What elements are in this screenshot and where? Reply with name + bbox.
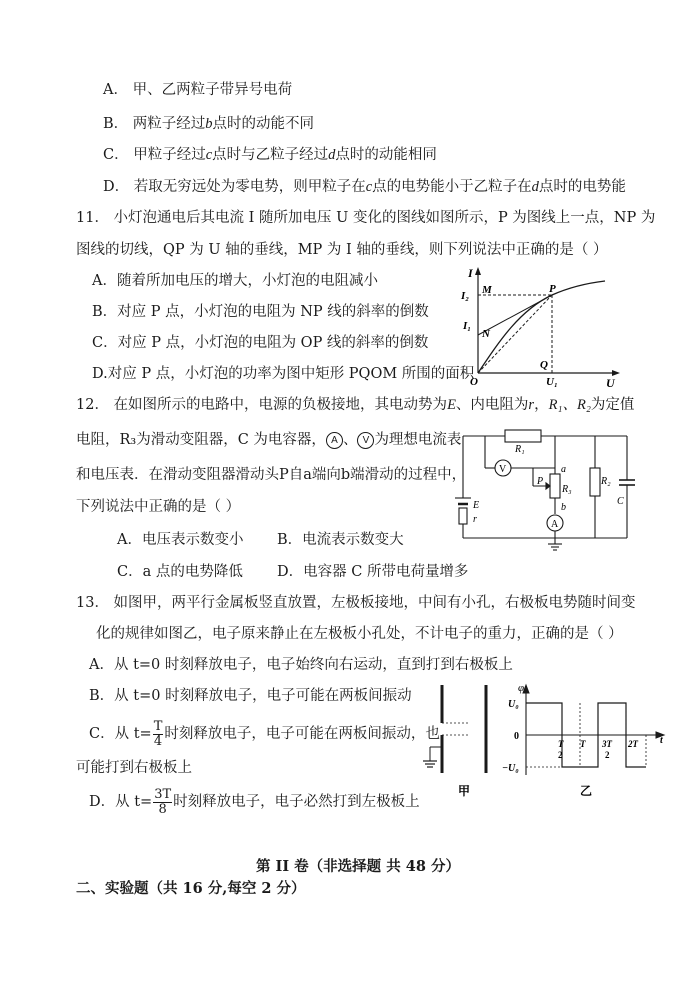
q11-option-d: D.对应 P 点，小灯泡的功率为图中矩形 PQOM 所围的面积 <box>92 366 475 382</box>
q12-stem-line2: 电阻，R₃为滑动变阻器，C 为电容器， A 、 V 为理想电流表 <box>76 432 462 448</box>
q13-option-a: A．从 t=0 时刻释放电子，电子始终向右运动，直到打到右极板上 <box>89 657 513 673</box>
q11-option-c: C．对应 P 点，小灯泡的电阻为 OP 线的斜率的倒数 <box>92 335 429 351</box>
graph-t-label: T <box>580 739 586 749</box>
graph-half-t-den: 2 <box>558 750 563 760</box>
q10-option-c: C． 甲粒子经过c点时与乙粒子经过d点时的动能相同 <box>103 147 437 163</box>
graph-neg-u0-label: −U₀ <box>502 763 519 774</box>
circuit-r-label: r <box>473 514 477 525</box>
q13-stem-line2: 化的规律如图乙，电子原来静止在左极板小孔处，不计电子的重力，正确的是（ ） <box>96 626 623 642</box>
figure-yi-label: 乙 <box>580 784 593 798</box>
circuit-c-label: C <box>617 496 624 507</box>
q13-option-b: B．从 t=0 时刻释放电子，电子可能在两板间振动 <box>89 688 412 704</box>
q13-potential-graph <box>502 682 668 803</box>
circuit-p-label: P <box>537 476 544 487</box>
q13-stem-line1: 13． 如图甲，两平行金属板竖直放置，左极板接地，中间有小孔，右极板电势随时间变 <box>76 595 636 611</box>
graph-p-label: P <box>549 283 556 295</box>
graph-phi-label: φ <box>518 682 525 694</box>
circuit-a-label: a <box>561 464 566 475</box>
section-heading: 二、实验题（共 16 分,每空 2 分） <box>76 880 306 897</box>
graph-i1-label: I₁ <box>463 320 472 332</box>
section-title: 第 II 卷（非选择题 共 48 分） <box>256 858 460 875</box>
q12-option-c: C．a 点的电势降低 <box>117 564 243 580</box>
circuit-voltmeter-label: V <box>499 464 507 475</box>
fraction-3t-over-8: $\frac{3T}{8}$ <box>154 786 172 817</box>
graph-2t-label: 2T <box>628 739 638 749</box>
graph-axis-u-label: U <box>606 376 615 390</box>
q11-option-a: A．随着所加电压的增大，小灯泡的电阻减小 <box>92 273 378 289</box>
graph-i2-label: I₂ <box>461 290 470 302</box>
q13-option-c: C．从 t= $\frac{T}{4}$ 时刻释放电子，电子可能在两板间振动，也 <box>89 718 440 749</box>
ammeter-symbol: A <box>326 432 343 449</box>
q13-option-d: D．从 t= $\frac{3T}{8}$ 时刻释放电子，电子必然打到左极板上 <box>89 786 420 817</box>
graph-o-label: O <box>470 376 478 388</box>
graph-u0-label: U₀ <box>508 699 519 710</box>
graph-3t-num: 3T <box>602 739 612 749</box>
q13-option-c-continued: 可能打到右极板上 <box>76 760 192 776</box>
graph-m-label: M <box>482 284 492 296</box>
q11-option-b: B．对应 P 点，小灯泡的电阻为 NP 线的斜率的倒数 <box>92 304 429 320</box>
circuit-b-label: b <box>561 502 566 513</box>
q10-option-d: D． 若取无穷远处为零电势，则甲粒子在c点的电势能小于乙粒子在d点时的电势能 <box>103 179 626 195</box>
graph-3t-den: 2 <box>605 750 610 760</box>
figure-jia-label: 甲 <box>458 784 471 798</box>
graph-zero-label: 0 <box>514 731 519 742</box>
q11-iu-graph <box>460 265 620 390</box>
q12-circuit-diagram <box>455 428 645 556</box>
graph-half-t-num: T <box>558 739 564 749</box>
q13-plates-diagram <box>420 683 500 803</box>
circuit-r1-label: R₁ <box>515 444 525 455</box>
graph-q-label: Q <box>540 359 548 371</box>
graph-n-label: N <box>482 328 490 340</box>
q12-stem-line1: 12． 在如图所示的电路中，电源的负极接地，其电动势为E、内电阻为r，R₁、R₂为定值 <box>76 397 635 413</box>
q12-stem-line4: 下列说法中正确的是（ ） <box>76 499 241 515</box>
graph-t-axis-label: t <box>660 735 663 746</box>
q10-option-b: B． 两粒子经过b点时的动能不同 <box>103 116 315 132</box>
circuit-e-label: E <box>473 500 480 511</box>
q12-option-d: D．电容器 C 所带电荷量增多 <box>277 564 469 580</box>
q11-stem-line2: 图线的切线，QP 为 U 轴的垂线，MP 为 I 轴的垂线，则下列说法中正确的是（ ） <box>76 242 608 258</box>
q11-stem-line1: 11． 小灯泡通电后其电流 I 随所加电压 U 变化的图线如图所示，P 为图线上一点，NP 为 <box>76 210 656 226</box>
graph-axis-i-label: I <box>468 266 473 280</box>
q12-stem-line3: 和电压表．在滑动变阻器滑动头P自a端向b端滑动的过程中， <box>76 467 467 483</box>
circuit-r2-label: R₂ <box>601 476 611 487</box>
q10-option-a: A． 甲、乙两粒子带异号电荷 <box>103 82 293 98</box>
voltmeter-symbol: V <box>357 432 374 449</box>
q12-option-b: B．电流表示数变大 <box>277 532 404 548</box>
circuit-ammeter-label: A <box>551 519 559 530</box>
graph-u1-label: U₁ <box>546 376 558 388</box>
fraction-t-over-4: $\frac{T}{4}$ <box>153 718 163 749</box>
circuit-r3-label: R₃ <box>562 484 572 495</box>
q12-option-a: A．电压表示数变小 <box>117 532 244 548</box>
